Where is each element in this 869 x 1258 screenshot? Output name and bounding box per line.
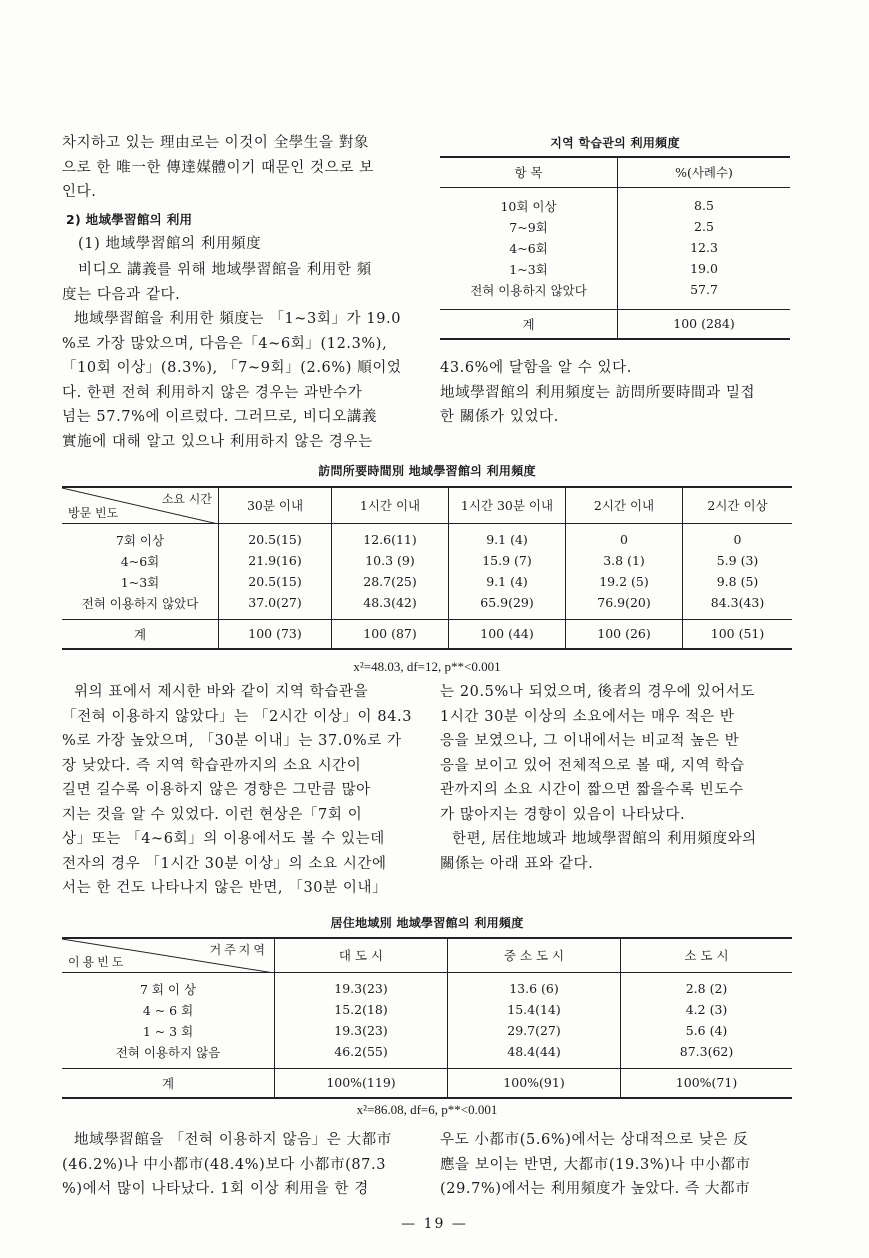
text-line: 다. 한편 전혀 利用하지 않은 경우는 과반수가 bbox=[62, 384, 363, 401]
table3-caption: 居住地域別 地域學習館의 利用頻度 bbox=[330, 916, 524, 930]
table2-col-header: 1시간 이내 bbox=[332, 487, 449, 523]
table-row bbox=[62, 550, 792, 571]
table1-label: 전혀 이용하지 않았다 bbox=[440, 279, 618, 300]
table2-cell: 5.9 (3) bbox=[716, 553, 759, 568]
table1-value: 2.5 bbox=[694, 219, 714, 234]
table2-cell: 19.2 (5) bbox=[566, 571, 683, 592]
table1-value: 57.7 bbox=[690, 282, 718, 297]
table3-cell: 13.6 (6) bbox=[448, 978, 621, 999]
table2-total-cell: 100 (73) bbox=[219, 619, 332, 649]
mid-right-paragraph bbox=[440, 680, 800, 876]
text-line: 1시간 30분 이상의 소요에서는 매우 적은 반 bbox=[440, 708, 735, 725]
table2-row-label: 4~6회 bbox=[62, 550, 219, 571]
table2-corner-bottom: 방문 빈도 bbox=[68, 505, 119, 520]
table2-col-header: 30분 이내 bbox=[219, 487, 332, 523]
table2-cell: 20.5(15) bbox=[219, 571, 332, 592]
text-line: 한편, 居住地域과 地域學習館의 利用頻度와의 bbox=[452, 831, 757, 847]
table-row bbox=[62, 999, 792, 1020]
text-line: %로 가장 높았으며, 「30분 이내」는 37.0%로 가 bbox=[62, 733, 402, 749]
table-row bbox=[62, 529, 792, 550]
subsection-heading: (1) 地域學習館의 利用頻度 bbox=[78, 236, 262, 252]
table2-cell: 0 bbox=[566, 529, 683, 550]
table2-cell: 76.9(20) bbox=[566, 592, 683, 613]
table-row bbox=[440, 258, 790, 279]
table2-total-cell: 100 (51) bbox=[710, 626, 765, 642]
table3-total-label: 계 bbox=[62, 1068, 275, 1098]
text-line: 「10회 이상」(8.3%), 「7~9회」(2.6%) 順이었 bbox=[62, 360, 402, 376]
table1-label: 10회 이상 bbox=[440, 195, 618, 216]
table-row bbox=[62, 592, 792, 613]
text-line: %)에서 많이 나타났다. 1회 이상 利用을 한 경 bbox=[62, 1181, 369, 1197]
text-line: (46.2%)나 中小都市(48.4%)보다 小都市(87.3 bbox=[62, 1156, 387, 1173]
table2-cell: 9.1 (4) bbox=[449, 529, 566, 550]
table1-value: 19.0 bbox=[690, 261, 718, 276]
table2-cell: 28.7(25) bbox=[332, 571, 449, 592]
table-row bbox=[440, 279, 790, 300]
table2-total-cell: 100 (87) bbox=[332, 619, 449, 649]
left-body-paragraph bbox=[62, 258, 422, 454]
table1-value: 8.5 bbox=[694, 198, 714, 213]
table3-row-label: 7 회 이 상 bbox=[62, 978, 275, 999]
table1-label: 1~3회 bbox=[440, 258, 618, 279]
left-intro-paragraph bbox=[62, 131, 422, 205]
text-line: 關係는 아래 표와 같다. bbox=[440, 855, 594, 872]
table3-col-header: 대 도 시 bbox=[275, 938, 448, 972]
table2-col-header: 2시간 이내 bbox=[566, 487, 683, 523]
table2-cell: 21.9(16) bbox=[219, 550, 332, 571]
table3-statistic: x²=86.08, df=6, p**<0.001 bbox=[356, 1102, 498, 1117]
table2-cell: 37.0(27) bbox=[219, 592, 332, 613]
text-line: 43.6%에 달함을 알 수 있다. bbox=[440, 360, 632, 376]
table3-total-cell: 100%(119) bbox=[275, 1068, 448, 1098]
table-row bbox=[62, 978, 792, 999]
table3-total-cell: 100%(71) bbox=[675, 1075, 738, 1091]
text-line: 우도 小都市(5.6%)에서는 상대적으로 낮은 反 bbox=[440, 1132, 749, 1148]
table2-total-cell: 100 (44) bbox=[449, 619, 566, 649]
table2-cell: 9.8 (5) bbox=[716, 574, 759, 589]
text-line: 가 많아지는 경향이 있음이 나타났다. bbox=[440, 806, 686, 823]
text-line: 地域學習館의 利用頻度는 訪問所要時間과 밀접 bbox=[440, 384, 756, 401]
table3-cell: 15.2(18) bbox=[275, 999, 448, 1020]
table2-cell: 20.5(15) bbox=[219, 529, 332, 550]
table3-cell: 46.2(55) bbox=[275, 1041, 448, 1062]
table3-total-row bbox=[62, 1068, 792, 1098]
table1-total-label: 계 bbox=[440, 309, 618, 339]
table3-row-label: 4 ~ 6 회 bbox=[62, 999, 275, 1020]
table3-corner-bottom: 이용빈도 bbox=[68, 954, 127, 969]
text-line: 상」또는 「4~6회」의 이용에서도 볼 수 있는데 bbox=[62, 831, 385, 847]
text-line: 길면 길수록 이용하지 않은 경향은 그만큼 많아 bbox=[62, 782, 371, 798]
table2-statistic: x²=48.03, df=12, p**<0.001 bbox=[353, 659, 501, 674]
table2-cell: 9.1 (4) bbox=[449, 571, 566, 592]
table2-row-label: 전혀 이용하지 않았다 bbox=[62, 592, 219, 613]
table2-col-header: 2시간 이상 bbox=[707, 498, 768, 514]
table1 bbox=[440, 156, 790, 340]
bottom-left-paragraph bbox=[62, 1128, 422, 1202]
text-line: 위의 표에서 제시한 바와 같이 지역 학습관을 bbox=[74, 684, 369, 700]
table2 bbox=[62, 486, 792, 650]
mid-left-paragraph bbox=[62, 680, 422, 901]
table2-corner-header bbox=[62, 487, 219, 523]
text-line: 地域學習館을 利用한 頻度는 「1~3회」가 19.0 bbox=[74, 311, 402, 327]
table2-cell: 15.9 (7) bbox=[449, 550, 566, 571]
table2-cell: 10.3 (9) bbox=[332, 550, 449, 571]
table2-row-label: 1~3회 bbox=[62, 571, 219, 592]
table2-cell: 3.8 (1) bbox=[566, 550, 683, 571]
table1-caption: 지역 학습관의 利用頻度 bbox=[550, 136, 680, 150]
table3-cell: 2.8 (2) bbox=[685, 981, 728, 996]
text-line: 으로 한 唯一한 傳達媒體이기 때문인 것으로 보 bbox=[62, 159, 374, 176]
table2-cell: 84.3(43) bbox=[710, 595, 765, 610]
table3-row-label: 전혀 이용하지 않음 bbox=[62, 1041, 275, 1062]
text-line: 地域學習館을 「전혀 이용하지 않음」은 大都市 bbox=[74, 1132, 392, 1148]
table3-col-header: 소 도 시 bbox=[684, 948, 729, 964]
table2-row-label: 7회 이상 bbox=[62, 529, 219, 550]
table-row bbox=[440, 237, 790, 258]
table3-row-label: 1 ~ 3 회 bbox=[62, 1020, 275, 1041]
text-line: 차지하고 있는 理由로는 이것이 全學生을 對象 bbox=[62, 135, 370, 151]
table2-caption: 訪問所要時間別 地域學習館의 利用頻度 bbox=[318, 464, 536, 478]
table2-total-row bbox=[62, 619, 792, 649]
text-line: 응을 보였으나, 그 이내에서는 비교적 높은 반 bbox=[440, 733, 740, 749]
table2-cell: 65.9(29) bbox=[449, 592, 566, 613]
section-heading: 2) 地域學習館의 利用 bbox=[66, 212, 193, 227]
table1-total-value: 100 (284) bbox=[673, 316, 735, 332]
text-line: 한 關係가 있었다. bbox=[440, 409, 559, 425]
text-line: 넘는 57.7%에 이르렀다. 그러므로, 비디오講義 bbox=[62, 409, 378, 425]
text-line: 전자의 경우 「1시간 30분 이상」의 소요 시간에 bbox=[62, 855, 387, 872]
bottom-right-paragraph bbox=[440, 1128, 800, 1202]
table3-total-cell: 100%(91) bbox=[448, 1068, 621, 1098]
table2-corner-top: 소요 시간 bbox=[161, 492, 212, 506]
table1-label: 7~9회 bbox=[440, 216, 618, 237]
text-line: 實施에 대해 알고 있으나 利用하지 않은 경우는 bbox=[62, 433, 373, 450]
text-line: 지는 것을 알 수 있었다. 이런 현상은「7회 이 bbox=[62, 806, 363, 823]
text-line: 응을 보이고 있어 전체적으로 볼 때, 지역 학습 bbox=[440, 757, 745, 774]
text-line: 度는 다음과 같다. bbox=[62, 286, 181, 303]
text-line: %로 가장 많았으며, 다음은「4~6회」(12.3%), bbox=[62, 335, 388, 352]
text-line: 서는 한 건도 나타나지 않은 반면, 「30분 이내」 bbox=[62, 880, 388, 896]
table3-cell: 19.3(23) bbox=[275, 1020, 448, 1041]
table2-total-cell: 100 (26) bbox=[566, 619, 683, 649]
text-line: 비디오 講義를 위해 地域學習館을 利用한 頻 bbox=[78, 262, 372, 278]
table2-cell: 12.6(11) bbox=[332, 529, 449, 550]
table-row bbox=[440, 195, 790, 216]
text-line: 應을 보이는 반면, 大都市(19.3%)나 中小都市 bbox=[440, 1156, 751, 1173]
table2-cell: 0 bbox=[733, 532, 742, 547]
table-row bbox=[62, 1020, 792, 1041]
table-row bbox=[62, 571, 792, 592]
table1-label: 4~6회 bbox=[440, 237, 618, 258]
table2-total-label: 계 bbox=[62, 619, 219, 649]
table3-cell: 87.3(62) bbox=[679, 1044, 734, 1059]
table1-header-percent: %(사례수) bbox=[675, 165, 733, 181]
table3-corner-header bbox=[62, 938, 275, 972]
table2-col-header: 1시간 30분 이내 bbox=[449, 487, 566, 523]
text-line: 는 20.5%나 되었으며, 後者의 경우에 있어서도 bbox=[440, 684, 756, 700]
table3-cell: 29.7(27) bbox=[448, 1020, 621, 1041]
table3-cell: 15.4(14) bbox=[448, 999, 621, 1020]
table3-col-header: 중 소 도 시 bbox=[448, 938, 621, 972]
table1-total-row bbox=[440, 309, 790, 339]
text-line: 인다. bbox=[62, 184, 97, 200]
table-row bbox=[440, 216, 790, 237]
table3 bbox=[62, 937, 792, 1099]
text-line: 장 낮았다. 즉 지역 학습관까지의 소요 시간이 bbox=[62, 757, 362, 774]
page-number: — 19 — bbox=[401, 1216, 468, 1232]
text-line: 관까지의 소요 시간이 짧으면 짧을수록 빈도수 bbox=[440, 782, 744, 798]
right-paragraph-after-table1 bbox=[440, 356, 800, 430]
table2-cell: 48.3(42) bbox=[332, 592, 449, 613]
table3-cell: 48.4(44) bbox=[448, 1041, 621, 1062]
table3-cell: 4.2 (3) bbox=[685, 1002, 728, 1017]
table1-header-item: 항 목 bbox=[440, 157, 618, 187]
table-row bbox=[62, 1041, 792, 1062]
table1-value: 12.3 bbox=[690, 240, 718, 255]
table3-cell: 5.6 (4) bbox=[685, 1023, 728, 1038]
table3-cell: 19.3(23) bbox=[275, 978, 448, 999]
table3-corner-top: 거주지역 bbox=[209, 943, 268, 957]
text-line: 「전혀 이용하지 않았다」는 「2시간 이상」이 84.3 bbox=[62, 708, 413, 725]
text-line: (29.7%)에서는 利用頻度가 높았다. 즉 大都市 bbox=[440, 1181, 751, 1197]
